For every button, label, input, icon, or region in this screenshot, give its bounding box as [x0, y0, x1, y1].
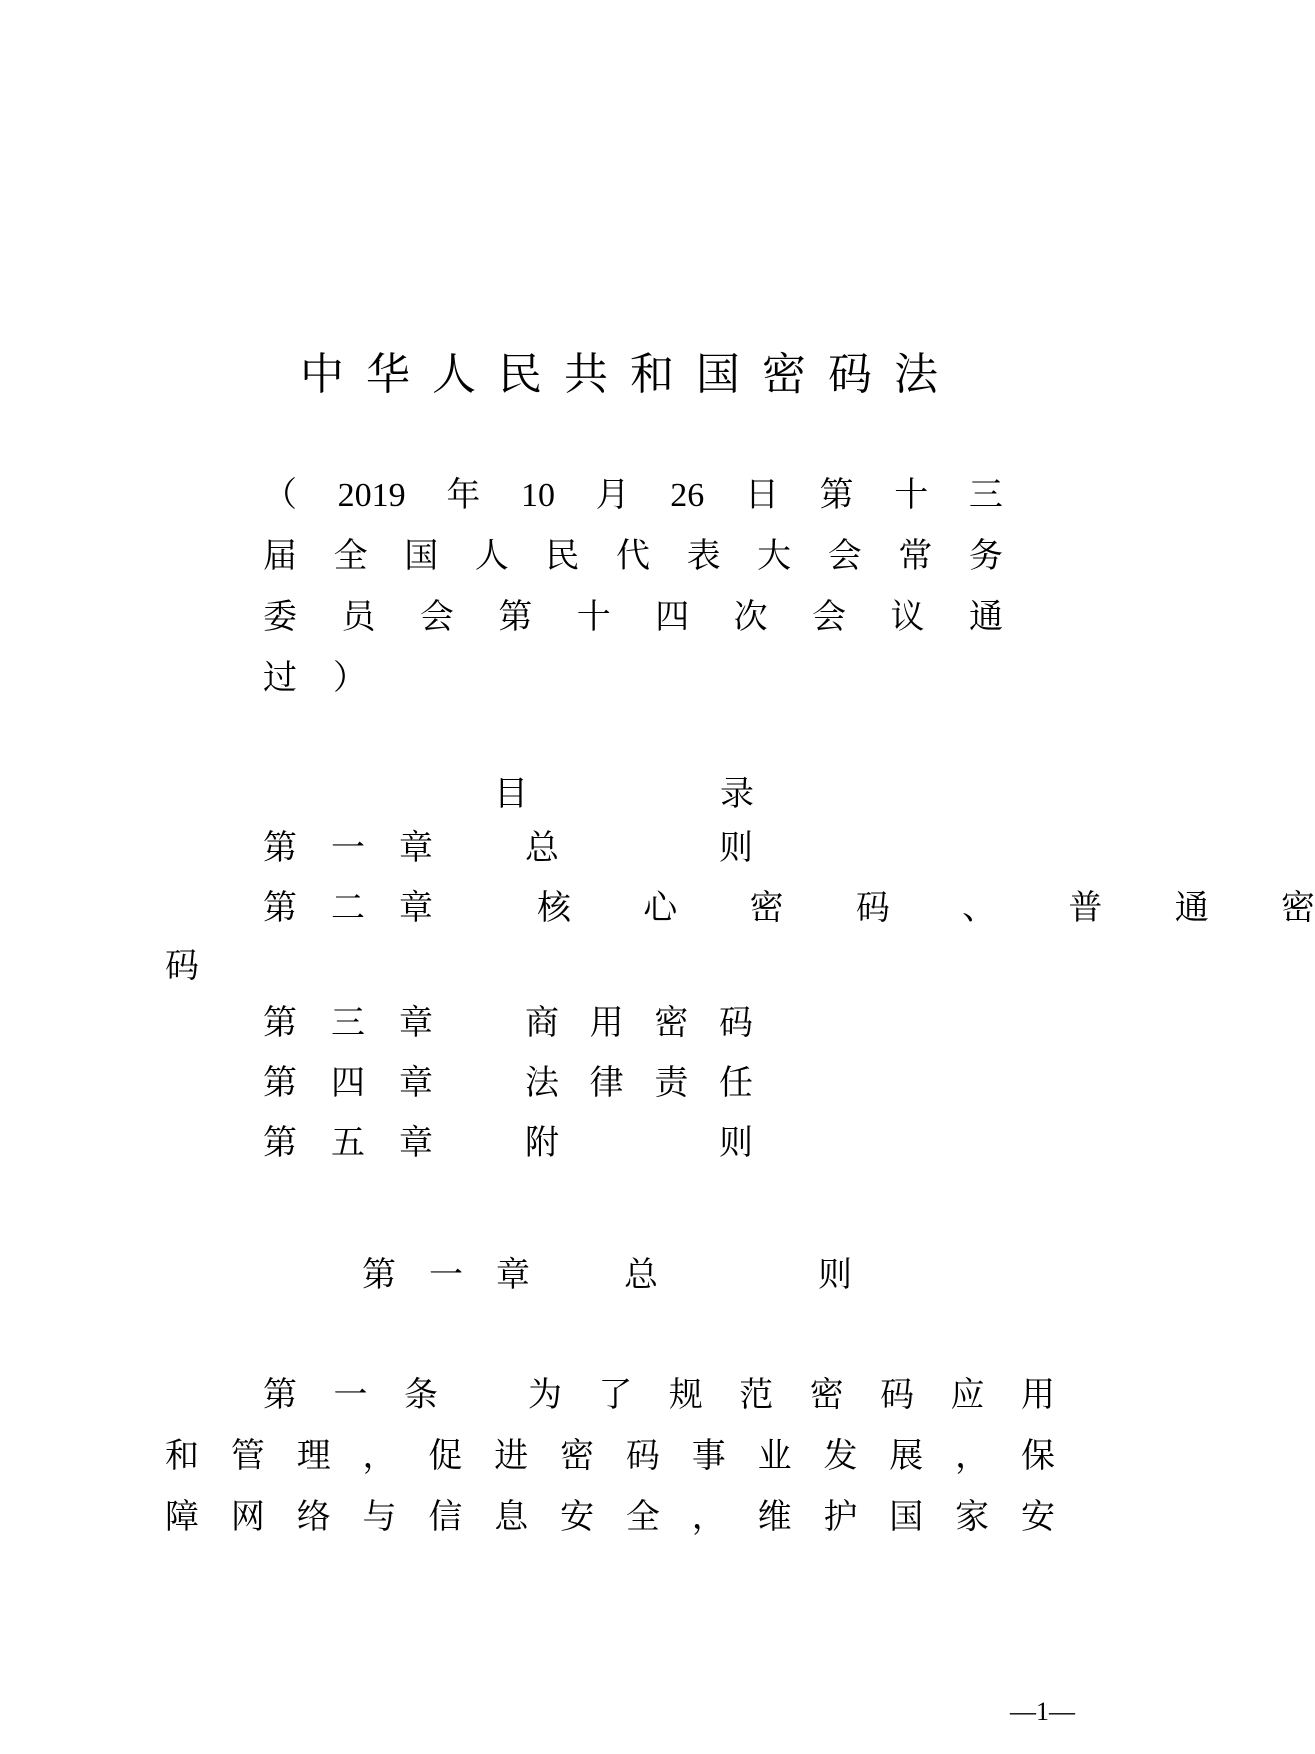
- article-char: 条: [404, 1375, 438, 1415]
- toc-item-name: [525, 1113, 753, 1173]
- article-line: [165, 1487, 1055, 1548]
- toc-item-label: [263, 1053, 433, 1113]
- adoption-note: [263, 465, 1003, 709]
- article-char: 保: [1020, 1436, 1055, 1476]
- toc-label-char: 三: [331, 1003, 365, 1043]
- article-char: 规: [668, 1375, 703, 1415]
- article-label: [263, 1365, 438, 1426]
- toc-name-char: 、: [962, 888, 997, 928]
- adoption-token: 大: [757, 536, 792, 576]
- article-char: 维: [757, 1497, 792, 1537]
- toc-name-char: 律: [589, 1063, 624, 1103]
- article-char: 为: [528, 1375, 562, 1415]
- adoption-token: 议: [890, 597, 925, 637]
- toc-item-name: [525, 993, 753, 1053]
- toc-item-label: [263, 993, 433, 1053]
- adoption-token: 代: [615, 536, 650, 576]
- article-char: 全: [625, 1497, 660, 1537]
- toc-label-char: 第: [263, 1003, 297, 1043]
- adoption-token: 日: [744, 475, 779, 515]
- adoption-token: 月: [595, 475, 630, 515]
- adoption-line: [263, 465, 1003, 526]
- article-char: 码: [625, 1436, 660, 1476]
- toc-heading-char: 目: [494, 774, 528, 814]
- toc-heading: [494, 764, 754, 824]
- adoption-token: 常: [898, 536, 933, 576]
- toc-name-char: 通: [1174, 888, 1209, 928]
- adoption-token: 四: [655, 597, 690, 637]
- toc-item-name: [525, 818, 753, 878]
- article-line: [165, 1426, 1055, 1487]
- toc-label-char: 章: [399, 1123, 433, 1163]
- article-char: 理: [296, 1436, 331, 1476]
- article-char: 安: [560, 1497, 595, 1537]
- toc-item-label: [263, 1113, 433, 1173]
- adoption-token: 十: [576, 597, 611, 637]
- article-char: 范: [739, 1375, 774, 1415]
- toc-name-char: 码: [855, 888, 890, 928]
- article-char: 络: [296, 1497, 331, 1537]
- adoption-token: 十: [894, 475, 929, 515]
- adoption-token: 第: [819, 475, 854, 515]
- toc-name-char: 核: [537, 888, 571, 928]
- toc-name-char: 则: [719, 828, 753, 868]
- chapter-label-char: 第: [362, 1255, 396, 1295]
- adoption-token: 2019: [337, 477, 406, 514]
- page-number: —1—: [1010, 1697, 1075, 1726]
- chapter-one-heading: [362, 1245, 862, 1305]
- adoption-token: 民: [545, 536, 580, 576]
- article-char: 网: [230, 1497, 265, 1537]
- adoption-line: [263, 648, 1003, 709]
- toc-name-char: 码: [718, 1003, 753, 1043]
- document-title: 中华人民共和国密码法: [300, 349, 960, 400]
- toc-label-char: 章: [399, 828, 433, 868]
- toc-label-char: 第: [263, 888, 297, 928]
- article-char: 展: [889, 1436, 924, 1476]
- toc-label-char: 第: [263, 828, 297, 868]
- toc-name-char: 法: [525, 1063, 559, 1103]
- article-char: ，: [691, 1497, 726, 1537]
- toc-item-label: [263, 878, 433, 938]
- toc-name-char: 普: [1068, 888, 1103, 928]
- adoption-token: 过: [263, 658, 297, 698]
- article-char: 信: [428, 1497, 463, 1537]
- toc-label-char: 五: [331, 1123, 365, 1163]
- adoption-token: 26: [670, 477, 705, 514]
- article-char: 第: [263, 1375, 297, 1415]
- chapter-label-char: 一: [429, 1255, 463, 1295]
- article-char: 国: [889, 1497, 924, 1537]
- toc-name-char: 商: [525, 1003, 559, 1043]
- article-char: 息: [494, 1497, 529, 1537]
- article-char: ，: [362, 1436, 397, 1476]
- article-char: 事: [691, 1436, 726, 1476]
- adoption-token: 会: [827, 536, 862, 576]
- toc-name-char: 密: [749, 888, 784, 928]
- adoption-line: [263, 526, 1003, 587]
- chapter-one-name: [624, 1245, 852, 1305]
- adoption-token: 会: [812, 597, 847, 637]
- article-char: 业: [757, 1436, 792, 1476]
- toc-name-char: 总: [525, 828, 559, 868]
- adoption-line: [263, 587, 1003, 648]
- adoption-token: 年: [446, 475, 481, 515]
- toc-name-char: 用: [589, 1003, 624, 1043]
- article-char: 安: [1020, 1497, 1055, 1537]
- toc-label-char: 章: [399, 1063, 433, 1103]
- article-text: [528, 1365, 1055, 1426]
- chapter-label-char: 章: [496, 1255, 530, 1295]
- article-char: 管: [230, 1436, 265, 1476]
- toc-label-char: 二: [331, 888, 365, 928]
- toc-name-char: 任: [718, 1063, 753, 1103]
- toc-name-char: 附: [525, 1123, 559, 1163]
- article-char: 码: [880, 1375, 915, 1415]
- adoption-token: 届: [263, 536, 297, 576]
- adoption-token: 通: [968, 597, 1003, 637]
- adoption-token: （: [263, 475, 297, 515]
- chapter-one-label: [362, 1245, 530, 1305]
- adoption-token: 三: [968, 475, 1003, 515]
- toc-label-char: 四: [331, 1063, 365, 1103]
- toc-label-char: 一: [331, 828, 365, 868]
- article-char: 进: [494, 1436, 529, 1476]
- toc-name-char: 责: [654, 1063, 689, 1103]
- adoption-token: 员: [341, 597, 376, 637]
- article-char: 家: [955, 1497, 990, 1537]
- article-char: 应: [950, 1375, 985, 1415]
- article-char: ，: [955, 1436, 990, 1476]
- toc-label-char: 第: [263, 1123, 297, 1163]
- toc-name-char: 则: [719, 1123, 753, 1163]
- adoption-token: 国: [404, 536, 439, 576]
- toc-name-char: 密: [1280, 888, 1315, 928]
- adoption-token: 会: [419, 597, 454, 637]
- adoption-token: ）: [333, 658, 367, 698]
- toc-item-label: [263, 818, 433, 878]
- toc-item-continuation: 码: [165, 946, 199, 986]
- chapter-name-char: 则: [818, 1255, 852, 1295]
- toc-heading-char: 录: [720, 774, 754, 814]
- article-one: [165, 1365, 1055, 1548]
- article-line: [165, 1365, 1055, 1426]
- adoption-token: 委: [263, 597, 297, 637]
- article-char: 与: [362, 1497, 397, 1537]
- article-char: 发: [823, 1436, 858, 1476]
- article-char: 一: [333, 1375, 368, 1415]
- article-char: 促: [428, 1436, 463, 1476]
- article-char: 密: [560, 1436, 595, 1476]
- chapter-name-char: 总: [624, 1255, 658, 1295]
- article-char: 了: [598, 1375, 633, 1415]
- adoption-token: 人: [474, 536, 509, 576]
- adoption-token: 务: [968, 536, 1003, 576]
- article-char: 和: [165, 1436, 199, 1476]
- article-char: 障: [165, 1497, 199, 1537]
- adoption-token: 全: [333, 536, 368, 576]
- toc-name-char: 心: [643, 888, 678, 928]
- article-char: 用: [1020, 1375, 1055, 1415]
- toc-item-name: [537, 878, 1315, 938]
- article-char: 护: [823, 1497, 858, 1537]
- adoption-token: 次: [733, 597, 768, 637]
- toc-label-char: 章: [399, 888, 433, 928]
- toc-label-char: 第: [263, 1063, 297, 1103]
- toc-item-name: [525, 1053, 753, 1113]
- adoption-token: 10: [520, 477, 555, 514]
- toc-name-char: 密: [654, 1003, 689, 1043]
- toc-label-char: 章: [399, 1003, 433, 1043]
- article-char: 密: [809, 1375, 844, 1415]
- adoption-token: 第: [498, 597, 533, 637]
- adoption-token: 表: [686, 536, 721, 576]
